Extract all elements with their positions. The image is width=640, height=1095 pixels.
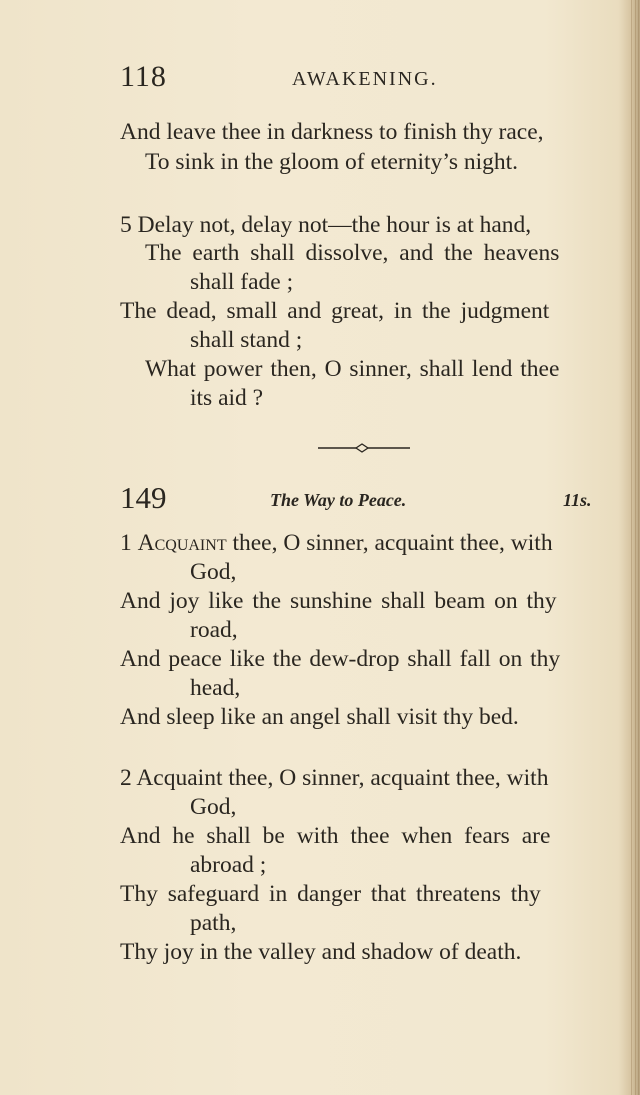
verse-line: path, [190,910,237,936]
verse-line: And peace like the dew-drop shall fall on thy [120,646,561,672]
verse-line: 5 Delay not, delay not—the hour is at hand, [120,212,532,238]
stanza-number: 1 [120,530,132,556]
page-edge-line [638,0,639,1095]
verse-line: Thy joy in the valley and shadow of death. [120,939,522,965]
page-edge-line [635,0,636,1095]
verse-line: And leave thee in darkness to finish thy race, [120,119,544,145]
verse-line: 2 Acquaint thee, O sinner, acquaint thee, with [120,765,549,791]
verse-line [120,528,553,558]
verse-line: Thy safeguard in danger that threatens thy [120,881,541,907]
hymn-title: The Way to Peace. [270,490,407,510]
verse-line: The dead, small and great, in the judgment [120,298,550,324]
hymn-meter: 11s. [563,490,592,510]
page-edge-shadow [618,0,640,1095]
verse-line: shall fade ; [190,269,294,295]
verse-line-text: thee, O sinner, acquaint thee, with [232,530,553,556]
page-edge-line [631,0,632,1095]
verse-line: The earth shall dissolve, and the heavens [145,240,560,266]
verse-line: To sink in the gloom of eternity’s night. [145,149,519,175]
ornament-divider [318,440,410,456]
page-number: 118 [120,60,167,93]
hymn-number: 149 [120,480,167,515]
running-head: AWAKENING. [292,68,438,90]
verse-line: And sleep like an angel shall visit thy bed. [120,704,519,730]
page-header [120,60,608,96]
verse-line: head, [190,675,241,701]
verse-line: And he shall be with thee when fears are [120,823,551,849]
verse-line: And joy like the sunshine shall beam on thy [120,588,557,614]
verse-line: its aid ? [190,385,264,411]
verse-line: abroad ; [190,852,267,878]
verse-line: God, [190,794,237,820]
verse-line: shall stand ; [190,327,303,353]
verse-line: God, [190,559,237,585]
first-word-small-caps: Acquaint [137,530,227,556]
verse-line: What power then, O sinner, shall lend thee [145,356,560,382]
verse-line: road, [190,617,238,643]
